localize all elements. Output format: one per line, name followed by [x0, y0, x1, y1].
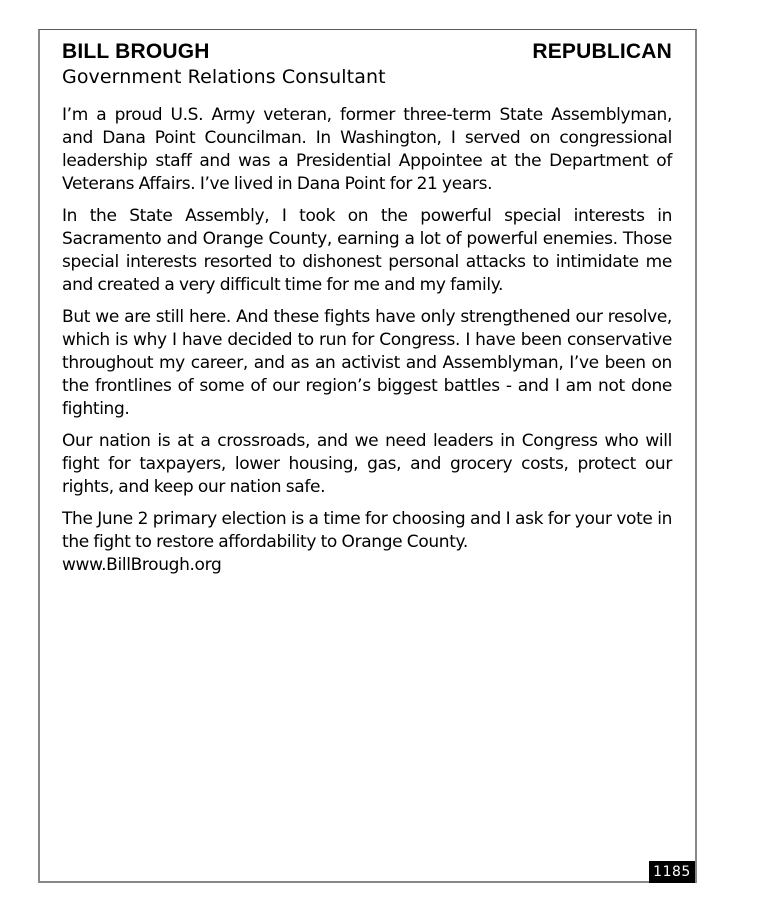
- candidate-occupation: Government Relations Consultant: [62, 66, 386, 88]
- statement-content: [62, 40, 672, 586]
- campaign-website: www.BillBrough.org: [62, 555, 222, 575]
- closing-text: The June 2 primary election is a time for choosing and I ask for your vote in the fight to restore affordability to Orange County.: [62, 509, 672, 552]
- statement-paragraph: In the State Assembly, I took on the powerful special interests in Sacramento and Orange County, earning a lot of powerful enemies. Those special interests resorted to dishonest personal attacks to intimidate me and created a very difficult time for me and my family.: [62, 206, 672, 295]
- party-affiliation: REPUBLICAN: [532, 40, 672, 63]
- candidate-name: BILL BROUGH: [62, 40, 210, 63]
- statement-paragraph: But we are still here. And these fights have only strengthened our resolve, which is why I have decided to run for Congress. I have been conservative throughout my career, and as an activist and Assemblyman, I’ve been on the frontlines of some of our region’s biggest battles - and I am not done fighting.: [62, 307, 672, 419]
- statement-header: [62, 40, 672, 64]
- candidate-statement-box: [38, 29, 697, 883]
- page-number: 1185: [649, 861, 695, 883]
- statement-paragraph: Our nation is at a crossroads, and we need leaders in Congress who will fight for taxpayers, lower housing, gas, and grocery costs, protect our rights, and keep our nation safe.: [62, 431, 672, 497]
- statement-paragraph: I’m a proud U.S. Army veteran, former three-term State Assemblyman, and Dana Point Councilman. In Washington, I served on congressional leadership staff and was a Presidential Appointee at the Department of Veterans Affairs. I’ve lived in Dana Point for 21 years.: [62, 105, 672, 194]
- statement-body: [62, 104, 672, 577]
- statement-paragraph-closing: [62, 508, 672, 577]
